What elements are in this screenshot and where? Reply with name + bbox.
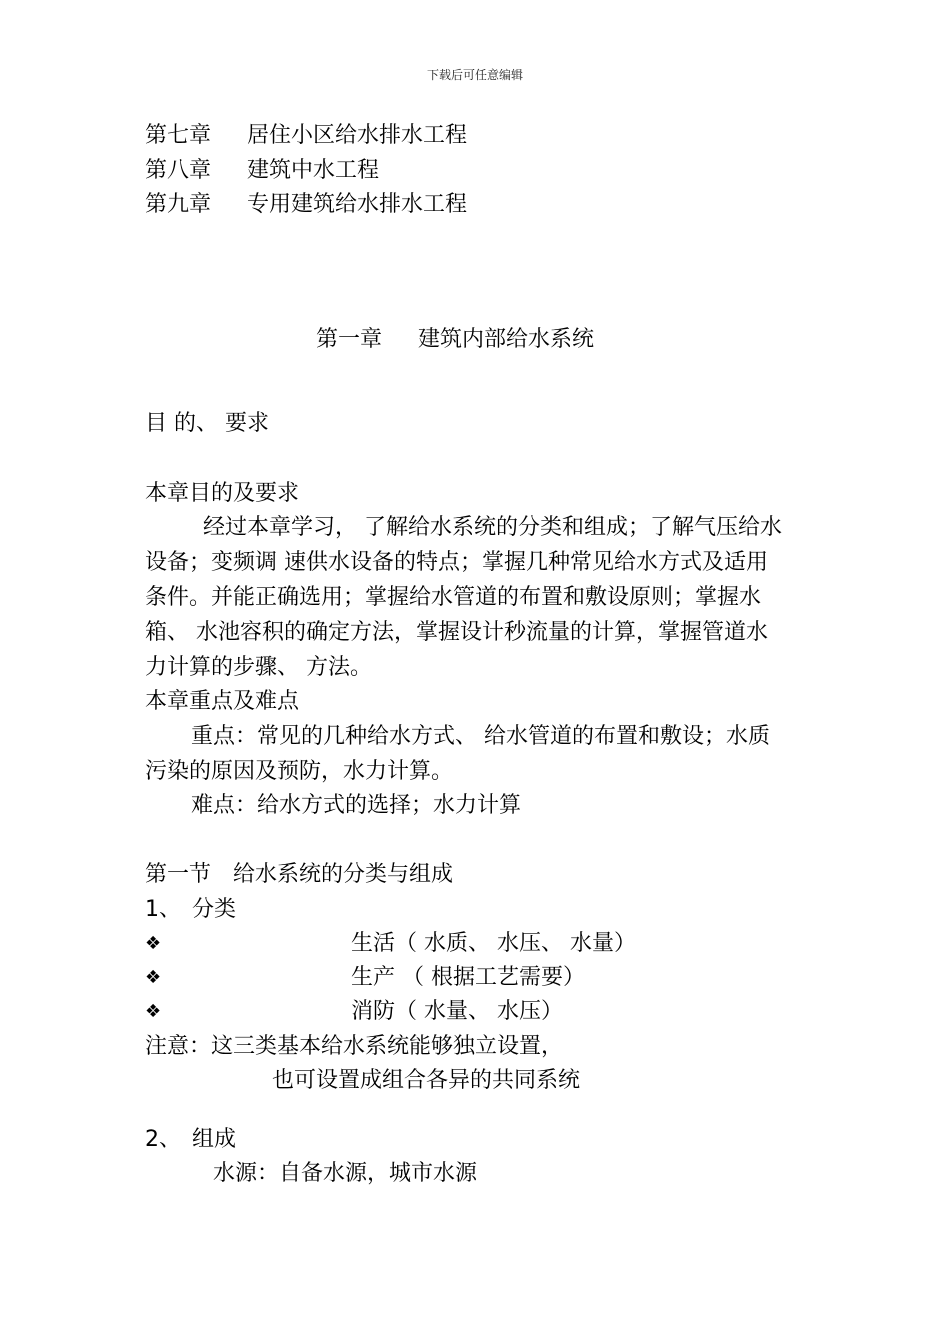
section-title: 第一节 给水系统的分类与组成 (145, 862, 454, 887)
toc-title: 居住小区给水排水工程 (247, 123, 468, 148)
toc-chapter: 第七章 (145, 123, 212, 148)
key-points-line: 重点：常见的几种给水方式、 给水管道的布置和敷设；水质 (191, 724, 770, 749)
bullet-icon: ❖ (145, 967, 162, 988)
toc-chapter: 第九章 (145, 192, 212, 217)
goals-line: 条件。并能正确选用；掌握给水管道的布置和敷设原则；掌握水 (145, 585, 762, 610)
bullet-icon: ❖ (145, 933, 162, 954)
toc-line-8 (145, 157, 379, 185)
goals-heading: 本章目的及要求 (145, 481, 300, 506)
chapter-number: 第一章 (316, 327, 383, 352)
goals-line: 箱、 水池容积的确定方法，掌握设计秒流量的计算，掌握管道水 (145, 620, 768, 645)
toc-title: 建筑中水工程 (247, 158, 380, 183)
goals-line: 力计算的步骤、 方法。 (145, 655, 372, 680)
page-header-note: 下载后可任意编辑 (426, 68, 523, 82)
goals-line: 经过本章学习， 了解给水系统的分类和组成；了解气压给水 (203, 515, 782, 540)
goals-line: 设备；变频调 速供水设备的特点；掌握几种常见给水方式及适用 (145, 550, 768, 575)
toc-line-7 (145, 122, 467, 150)
bullet-icon: ❖ (145, 1001, 162, 1022)
purpose-heading: 目 的、 要求 (145, 411, 269, 436)
key-points-line: 污染的原因及预防，水力计算。 (145, 759, 454, 784)
water-source-line: 水源：自备水源，城市水源 (213, 1161, 478, 1186)
classification-item: 消防（ 水量、 水压） (351, 999, 563, 1024)
difficulty-line: 难点：给水方式的选择；水力计算 (191, 793, 522, 818)
key-points-heading: 本章重点及难点 (145, 689, 300, 714)
chapter-heading (316, 326, 594, 354)
toc-chapter: 第八章 (145, 158, 212, 183)
classification-item: 生产 （ 根据工艺需要） (351, 965, 585, 990)
toc-title: 专用建筑给水排水工程 (247, 192, 468, 217)
classification-label: 1、 分类 (145, 897, 236, 922)
classification-item: 生活（ 水质、 水压、 水量） (351, 931, 636, 956)
chapter-title: 建筑内部给水系统 (418, 327, 595, 352)
note-line: 注意：这三类基本给水系统能够独立设置， (145, 1034, 564, 1059)
note-line: 也可设置成组合各异的共同系统 (272, 1068, 581, 1093)
toc-line-9 (145, 191, 467, 219)
composition-label: 2、 组成 (145, 1127, 236, 1152)
